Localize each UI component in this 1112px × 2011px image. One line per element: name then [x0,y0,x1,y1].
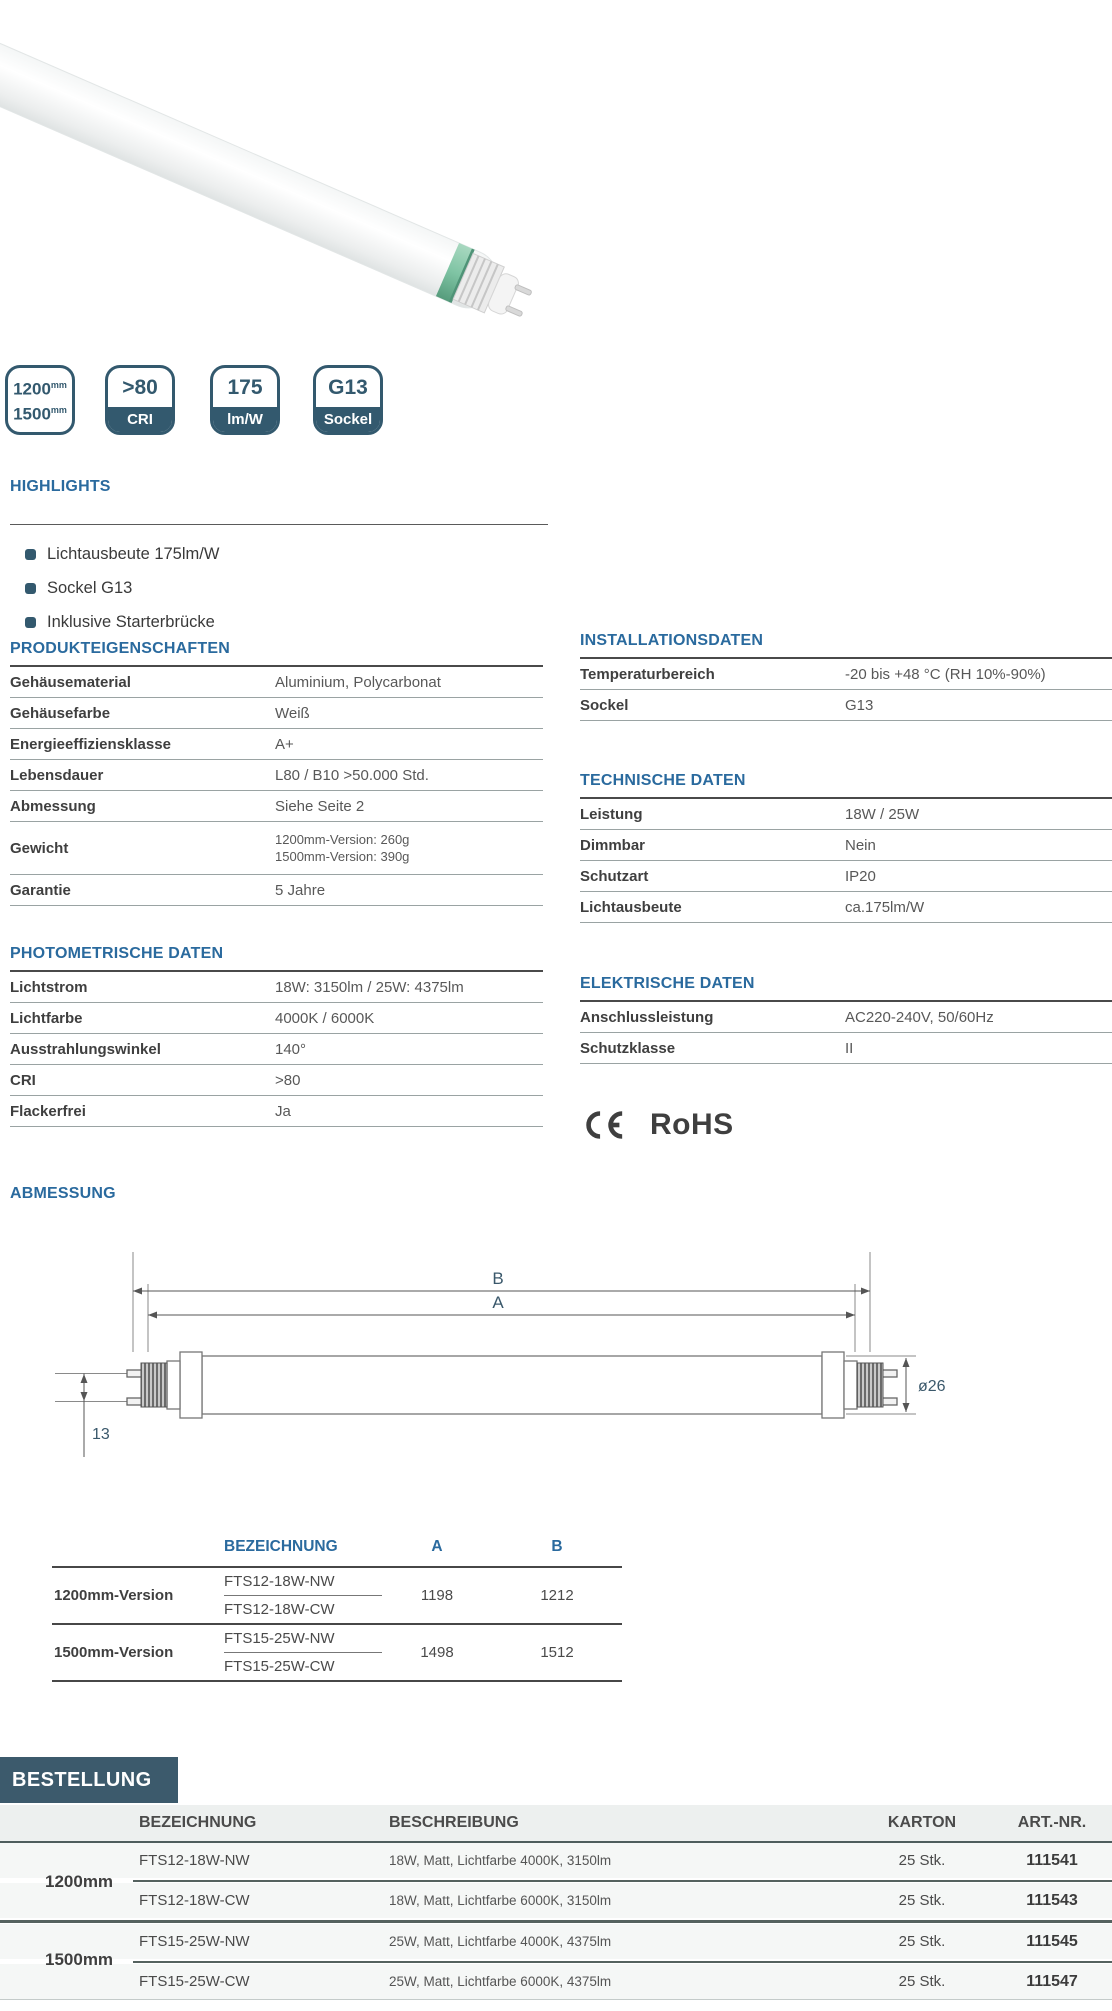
dim-label-pin-spacing: 13 [92,1426,110,1443]
table-photometrische-daten [10,945,543,1127]
table-row: Leistung 18W / 25W [580,799,1112,830]
table-row: Lichtfarbe 4000K / 6000K [10,1003,543,1034]
bestellung-header: BEZEICHNUNG BESCHREIBUNG KARTON ART.-NR. [0,1805,1112,1843]
highlight-item: Inklusive Starterbrücke [10,605,548,639]
table-bottom-border [0,1999,1112,2000]
bullet-icon [25,549,36,560]
table-produkteigenschaften [10,640,543,906]
dimension-table [52,1528,622,1682]
table-row: Gewicht 1200mm-Version: 260g 1500mm-Version: 390g [10,822,543,875]
table-title: PHOTOMETRISCHE DATEN [10,945,543,972]
bestellung-title: BESTELLUNG [0,1757,178,1803]
table-title: ELEKTRISCHE DATEN [580,975,1112,1002]
table-row: CRI >80 [10,1065,543,1096]
table-row: Dimmbar Nein [580,830,1112,861]
highlight-item: Sockel G13 [10,571,548,605]
table-row: Abmessung Siehe Seite 2 [10,791,543,822]
table-title: INSTALLATIONSDATEN [580,632,1112,659]
badge-socket: G13 Sockel [313,365,383,435]
table-row: Schutzart IP20 [580,861,1112,892]
badge-lengths [5,365,75,435]
badge-efficacy: 175 lm/W [210,365,280,435]
highlight-item: Lichtausbeute 175lm/W [10,537,548,571]
badge-length-1200: $1200^{mm}$ [13,380,67,399]
bullet-icon [25,617,36,628]
order-row: FTS15-25W-CW 25W, Matt, Lichtfarbe 6000K, 4375lm 25 Stk. 111547 [0,1964,1112,1999]
table-row: Anschlussleistung AC220-240V, 50/60Hz [580,1002,1112,1033]
group-label-1200mm: 1200mm [45,1872,114,1891]
dim-label-a: A [492,1293,504,1312]
group-divider [0,1920,1112,1923]
row-divider [133,1880,1112,1882]
badge-cri: >80 CRI [105,365,175,435]
table-row: Flackerfrei Ja [10,1096,543,1127]
badge-length-1500: $1500^{mm}$ [13,404,67,424]
table-row: Lebensdauer L80 / B10 >50.000 Std. [10,760,543,791]
table-row: Gehäusematerial Aluminium, Polycarbonat [10,667,543,698]
table-row: Energieeffiziensklasse A+ [10,729,543,760]
table-row: Lichtstrom 18W: 3150lm / 25W: 4375lm [10,972,543,1003]
rohs-logo: RoHS [650,1108,734,1141]
table-elektrische-daten [580,975,1112,1064]
bullet-icon [25,583,36,594]
order-row: FTS15-25W-NW 25W, Matt, Lichtfarbe 4000K, 4375lm 25 Stk. 111545 [0,1924,1112,1959]
table-row: Schutzklasse II [580,1033,1112,1064]
abmessung-title: ABMESSUNG [10,1185,116,1202]
ce-mark-icon [578,1108,624,1142]
dimension-row-1500: 1500mm-Version FTS15-25W-NW FTS15-25W-CW 1498 1512 [52,1625,622,1682]
bestellung-table [0,1805,1112,2000]
table-installationsdaten [580,632,1112,721]
table-row: Lichtausbeute ca.175lm/W [580,892,1112,923]
divider [10,524,548,525]
table-row: Temperaturbereich -20 bis +48 °C (RH 10%-90%) [580,659,1112,690]
group-label-1500mm: 1500mm [45,1950,114,1969]
dim-label-b: B [492,1269,504,1288]
table-row: Garantie 5 Jahre [10,875,543,906]
row-divider [133,1961,1112,1963]
table-title: TECHNISCHE DATEN [580,772,1112,799]
table-row: Gehäusefarbe Weiß [10,698,543,729]
order-row: FTS12-18W-CW 18W, Matt, Lichtfarbe 6000K, 3150lm 25 Stk. 111543 [0,1883,1112,1918]
table-row: Ausstrahlungswinkel 140° [10,1034,543,1065]
product-photo-led-tube [0,0,600,330]
certification-logos [578,1108,734,1142]
table-row: Sockel G13 [580,690,1112,721]
order-row: FTS12-18W-NW 18W, Matt, Lichtfarbe 4000K, 3150lm 25 Stk. 111541 [0,1843,1112,1878]
dimension-drawing [0,1240,1000,1470]
table-title: PRODUKTEIGENSCHAFTEN [10,640,543,667]
dimension-row-1200: 1200mm-Version FTS12-18W-NW FTS12-18W-CW 1198 1212 [52,1568,622,1625]
dimension-table-header: BEZEICHNUNG A B [52,1528,622,1568]
dim-label-diameter: ø26 [918,1378,946,1395]
table-technische-daten [580,772,1112,923]
highlights-section [10,478,548,639]
highlights-title: HIGHLIGHTS [10,478,111,495]
